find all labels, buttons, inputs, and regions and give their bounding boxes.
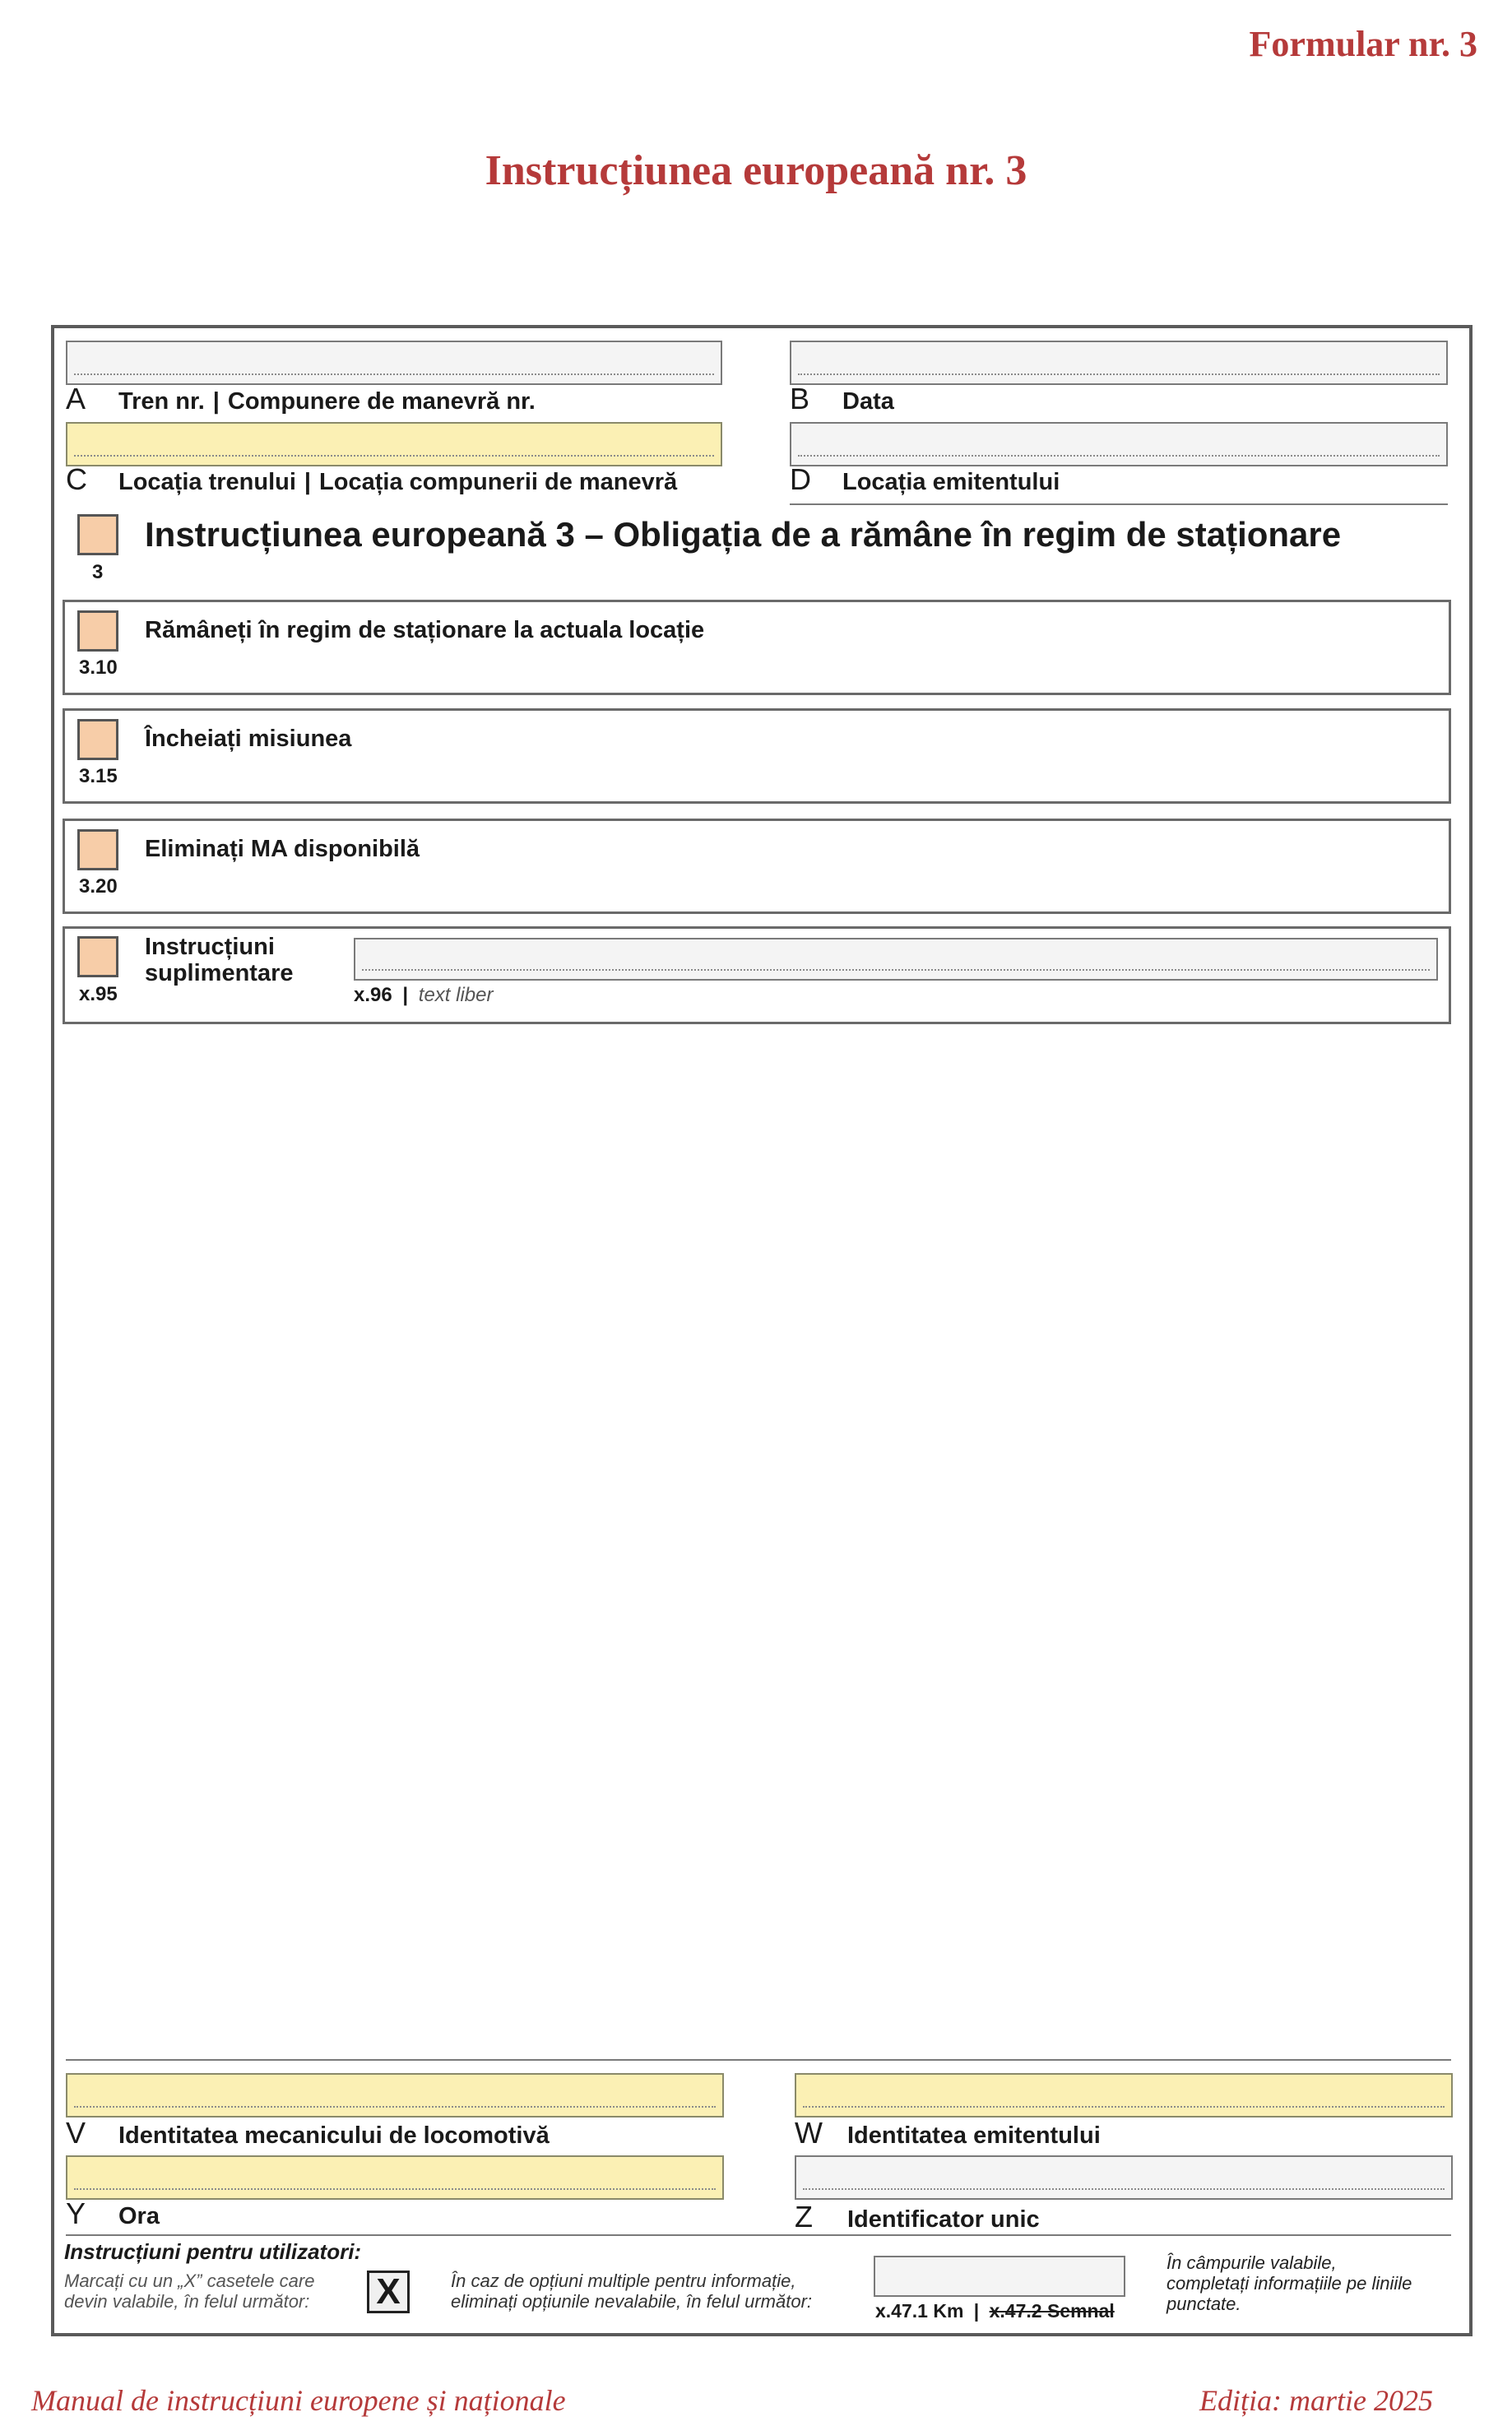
free-text-code: x.96 (354, 984, 392, 1006)
unique-id-field[interactable] (795, 2155, 1453, 2200)
issuer-location-field[interactable] (790, 422, 1448, 466)
field-c-separator: | (304, 469, 312, 495)
section-label-3-20: Eliminați MA disponibilă (145, 836, 420, 862)
footer-edition: Ediția: martie 2025 (1199, 2384, 1433, 2417)
field-v-label (66, 2116, 550, 2150)
train-number-field[interactable] (66, 341, 722, 385)
field-v-letter: V (66, 2116, 86, 2150)
train-location-field[interactable] (66, 422, 722, 466)
field-z-text: Identificator unic (847, 2206, 1040, 2233)
instructions-valid-line-1: În câmpurile valabile, (1166, 2252, 1337, 2273)
field-d-label (790, 462, 1060, 497)
field-a-text-1: Tren nr. (118, 388, 205, 415)
field-v-text: Identitatea mecanicului de locomotivă (118, 2122, 550, 2149)
field-d-letter: D (790, 462, 811, 496)
section-box-3-15 (63, 708, 1451, 804)
field-y-text: Ora (118, 2203, 160, 2229)
footer-manual-title: Manual de instrucțiuni europene și naționale (31, 2384, 566, 2417)
instructions-multi-line-2: eliminați opțiunile nevalabile, în felul următor: (451, 2291, 813, 2312)
instructions-valid-line-2: completați informațiile pe liniile (1166, 2273, 1412, 2294)
checkbox-3-20[interactable] (77, 829, 118, 870)
checkbox-x-95[interactable] (77, 936, 118, 977)
instructions-mark-line-2: devin valabile, în felul următor: (64, 2291, 310, 2312)
field-y-label (66, 2196, 160, 2231)
x-mark-example: X (367, 2271, 410, 2313)
section-code-x-95: x.95 (79, 983, 118, 1005)
field-b-text: Data (842, 388, 894, 415)
checkbox-3[interactable] (77, 514, 118, 555)
date-field[interactable] (790, 341, 1448, 385)
section-box-3-10 (63, 600, 1451, 695)
instructions-title: Instrucțiuni pentru utilizatori: (64, 2239, 362, 2264)
section-label-3-15: Încheiați misiunea (145, 726, 352, 752)
divider (790, 503, 1448, 505)
field-b-letter: B (790, 382, 810, 415)
free-text-field[interactable] (354, 938, 1438, 981)
field-z-letter: Z (795, 2200, 813, 2233)
issuer-identity-field[interactable] (795, 2073, 1453, 2118)
extra-label-line-2: suplimentare (145, 960, 294, 986)
driver-identity-field[interactable] (66, 2073, 724, 2118)
field-a-letter: A (66, 382, 86, 415)
options-separator: | (973, 2300, 980, 2322)
field-c-label (66, 462, 677, 497)
field-b-label (790, 382, 894, 416)
example-field (874, 2256, 1125, 2297)
extra-label-line-1: Instrucțiuni (145, 934, 275, 960)
free-text-hint (354, 984, 493, 1007)
field-w-label (795, 2116, 1101, 2150)
field-c-text-2: Locația compunerii de manevră (319, 469, 678, 495)
section-label-3-10: Rămâneți în regim de staționare la actuala locație (145, 617, 705, 643)
km-option: x.47.1 Km (875, 2300, 964, 2322)
instructions-divider (66, 2234, 1451, 2236)
checkbox-3-15[interactable] (77, 719, 118, 760)
field-y-letter: Y (66, 2196, 86, 2230)
page-title: Instrucțiunea europeană nr. 3 (485, 147, 1027, 194)
section-box-3-20 (63, 819, 1451, 914)
field-a-separator: | (212, 388, 220, 415)
signal-option-struck: x.47.2 Semnal (989, 2300, 1115, 2322)
section-code-3-10: 3.10 (79, 656, 118, 679)
free-text-separator: | (402, 984, 409, 1006)
field-a-label (66, 382, 536, 416)
bottom-divider (66, 2059, 1451, 2061)
field-z-label (795, 2200, 1040, 2234)
section-code-3: 3 (92, 561, 104, 583)
main-section-heading: Instrucțiunea europeană 3 – Obligația de a rămâne în regim de staționare (145, 515, 1342, 554)
section-code-3-20: 3.20 (79, 875, 118, 898)
checkbox-3-10[interactable] (77, 610, 118, 652)
field-w-text: Identitatea emitentului (847, 2122, 1101, 2149)
time-field[interactable] (66, 2155, 724, 2200)
free-text-placeholder: text liber (418, 984, 494, 1006)
instructions-valid-line-3: punctate. (1166, 2294, 1241, 2314)
section-code-3-15: 3.15 (79, 765, 118, 787)
field-a-text-2: Compunere de manevră nr. (227, 388, 536, 415)
field-d-text: Locația emitentului (842, 469, 1060, 495)
form-number: Formular nr. 3 (1249, 24, 1477, 64)
field-c-text-1: Locația trenului (118, 469, 296, 495)
instructions-mark-line-1: Marcați cu un „X” casetele care (64, 2271, 315, 2291)
field-w-letter: W (795, 2116, 823, 2150)
example-options (875, 2300, 1115, 2322)
instructions-multi-line-1: În caz de opțiuni multiple pentru informație, (451, 2271, 796, 2291)
field-c-letter: C (66, 462, 87, 496)
